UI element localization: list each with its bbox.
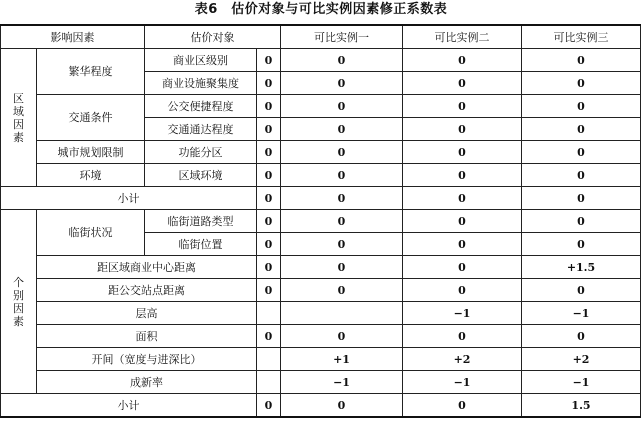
subject-value: 0	[257, 233, 281, 256]
category-label: 城市规划限制	[37, 141, 145, 164]
sub-factor-label: 区域环境	[145, 164, 257, 187]
subtotal-label: 小计	[1, 187, 257, 210]
comp1-value: 0	[281, 233, 403, 256]
comp1-value: 0	[281, 325, 403, 348]
subject-value: 0	[257, 325, 281, 348]
table-row	[1, 325, 641, 348]
table-row	[1, 141, 641, 164]
comp2-value: 0	[403, 394, 522, 418]
category-label: 交通条件	[37, 95, 145, 141]
comp2-value: 0	[403, 210, 522, 233]
comp3-value: +2	[522, 348, 641, 371]
subject-value: 0	[257, 72, 281, 95]
comp1-value: +1	[281, 348, 403, 371]
comp3-value: +1.5	[522, 256, 641, 279]
factor-label: 开间（宽度与进深比）	[37, 348, 257, 371]
subject-value: 0	[257, 394, 281, 418]
comp3-value: 0	[522, 187, 641, 210]
category-label: 繁华程度	[37, 49, 145, 95]
header-comp1: 可比实例一	[281, 25, 403, 49]
comp3-value: 0	[522, 279, 641, 302]
comp2-value: 0	[403, 187, 522, 210]
comp3-value: 0	[522, 233, 641, 256]
sub-factor-label: 商业区级别	[145, 49, 257, 72]
table-row	[1, 49, 641, 72]
comp3-value: 0	[522, 49, 641, 72]
comp1-value: 0	[281, 187, 403, 210]
sub-factor-label: 临街道路类型	[145, 210, 257, 233]
comp2-value: +2	[403, 348, 522, 371]
regional-group-label: 区域因素	[1, 49, 37, 187]
subtotal-label: 小计	[1, 394, 257, 418]
sub-factor-label: 临街位置	[145, 233, 257, 256]
comp3-value: 0	[522, 141, 641, 164]
table-title: 表6 估价对象与可比实例因素修正系数表	[194, 2, 448, 17]
comp1-value: 0	[281, 164, 403, 187]
subject-value: 0	[257, 187, 281, 210]
subject-value: 0	[257, 118, 281, 141]
table-row	[1, 256, 641, 279]
comp3-value: 0	[522, 164, 641, 187]
factor-label: 面积	[37, 325, 257, 348]
table-row	[1, 95, 641, 118]
comp2-value: 0	[403, 279, 522, 302]
comp2-value: 0	[403, 325, 522, 348]
table-row	[1, 210, 641, 233]
subject-value: 0	[257, 164, 281, 187]
header-comp2: 可比实例二	[403, 25, 522, 49]
factor-label: 距区域商业中心距离	[37, 256, 257, 279]
table-row	[1, 302, 641, 325]
comp1-value: 0	[281, 210, 403, 233]
comp1-value: 0	[281, 118, 403, 141]
subject-value: 0	[257, 95, 281, 118]
subject-value: 0	[257, 141, 281, 164]
subject-value: 0	[257, 256, 281, 279]
sub-factor-label: 商业设施聚集度	[145, 72, 257, 95]
comp2-value: 0	[403, 256, 522, 279]
comp1-value: 0	[281, 49, 403, 72]
subject-value	[257, 371, 281, 394]
comp2-value: 0	[403, 95, 522, 118]
sub-factor-label: 功能分区	[145, 141, 257, 164]
factor-label: 距公交站点距离	[37, 279, 257, 302]
subject-value: 0	[257, 279, 281, 302]
comp2-value: 0	[403, 49, 522, 72]
comp1-value: 0	[281, 141, 403, 164]
comp3-value: 1.5	[522, 394, 641, 418]
comp1-value: 0	[281, 394, 403, 418]
table-row	[1, 348, 641, 371]
comp3-value: −1	[522, 302, 641, 325]
comp3-value: 0	[522, 95, 641, 118]
category-label: 环境	[37, 164, 145, 187]
comp1-value: 0	[281, 279, 403, 302]
table-container	[0, 24, 640, 418]
header-row	[1, 25, 641, 49]
comp1-value: −1	[281, 371, 403, 394]
comp2-value: −1	[403, 371, 522, 394]
factor-label: 层高	[37, 302, 257, 325]
header-factor: 影响因素	[1, 25, 145, 49]
header-subject: 估价对象	[145, 25, 281, 49]
table-row	[1, 279, 641, 302]
table-row	[1, 371, 641, 394]
comp1-value: 0	[281, 95, 403, 118]
comp2-value: 0	[403, 72, 522, 95]
category-label: 临街状况	[37, 210, 145, 256]
subtotal-row	[1, 394, 641, 418]
comp2-value: 0	[403, 141, 522, 164]
table-row	[1, 164, 641, 187]
correction-table	[0, 24, 641, 418]
subject-value	[257, 302, 281, 325]
comp3-value: 0	[522, 118, 641, 141]
subtotal-row	[1, 187, 641, 210]
comp3-value: 0	[522, 325, 641, 348]
subject-value: 0	[257, 210, 281, 233]
comp2-value: 0	[403, 164, 522, 187]
comp1-value: 0	[281, 72, 403, 95]
subject-value: 0	[257, 49, 281, 72]
individual-group-label: 个别因素	[1, 210, 37, 394]
comp2-value: 0	[403, 118, 522, 141]
header-comp3: 可比实例三	[522, 25, 641, 49]
comp3-value: 0	[522, 210, 641, 233]
comp3-value: −1	[522, 371, 641, 394]
comp2-value: −1	[403, 302, 522, 325]
comp2-value: 0	[403, 233, 522, 256]
comp1-value: 0	[281, 256, 403, 279]
comp3-value: 0	[522, 72, 641, 95]
subject-value	[257, 348, 281, 371]
sub-factor-label: 交通通达程度	[145, 118, 257, 141]
factor-label: 成新率	[37, 371, 257, 394]
sub-factor-label: 公交便捷程度	[145, 95, 257, 118]
comp1-value	[281, 302, 403, 325]
